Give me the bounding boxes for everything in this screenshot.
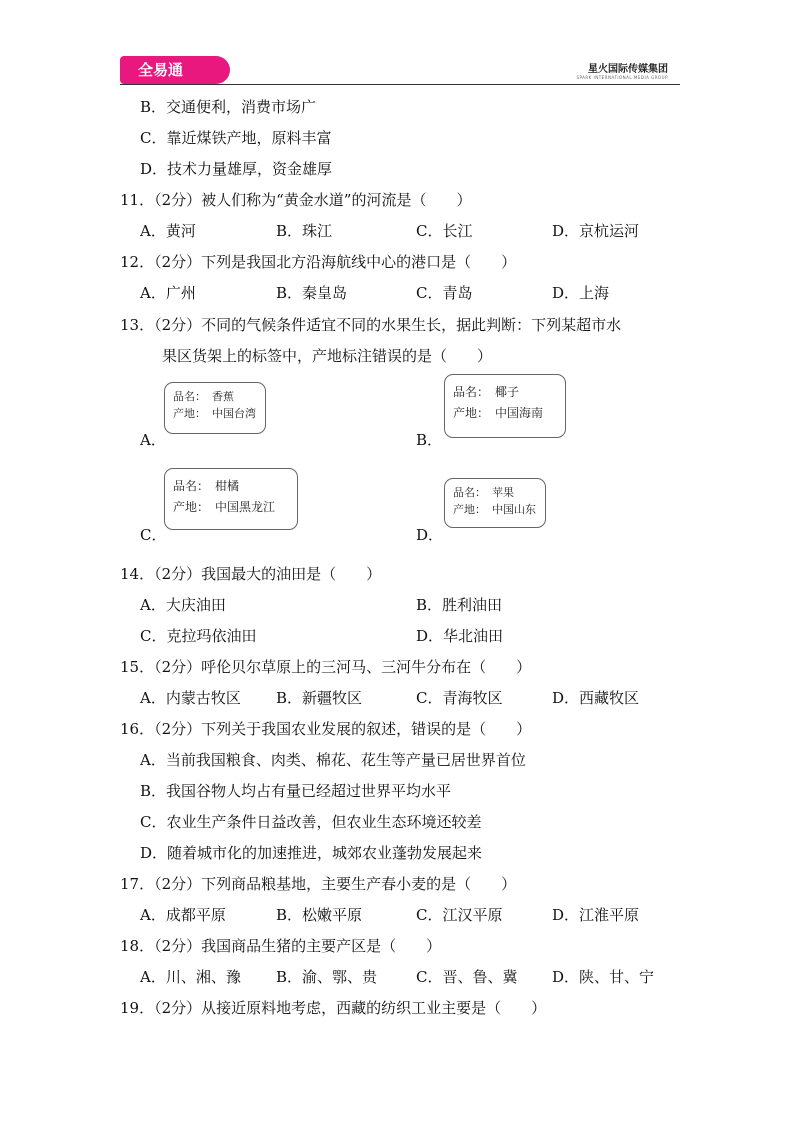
label-key: 品名： — [173, 390, 206, 403]
label-key: 品名： — [453, 385, 490, 399]
q17-option-a: A．成都平原 — [140, 906, 226, 924]
fruit-label-b — [444, 374, 566, 438]
q15-option-c: C．青海牧区 — [416, 689, 503, 707]
q14-option-a: A．大庆油田 — [140, 596, 226, 614]
header-rule — [120, 84, 680, 85]
q13-option-b: B． — [416, 431, 443, 449]
fruit-label-d — [444, 478, 546, 528]
q12-option-a: A．广州 — [140, 284, 196, 302]
q12-stem: 12．（2分）下列是我国北方沿海航线中心的港口是（ ） — [120, 253, 517, 271]
label-value: 柑橘 — [215, 479, 240, 493]
q16-option-d: D．随着城市化的加速推进，城郊农业蓬勃发展起来 — [140, 844, 483, 862]
brand-name: 星火国际传媒集团 — [588, 64, 668, 75]
q17-option-d: D．江淮平原 — [552, 906, 640, 924]
q19-stem: 19．（2分）从接近原料地考虑，西藏的纺织工业主要是（ ） — [120, 999, 547, 1017]
q11-option-a: A．黄河 — [140, 222, 196, 240]
label-value: 中国山东 — [492, 503, 536, 516]
q11-stem: 11．（2分）被人们称为“黄金水道”的河流是（ ） — [120, 191, 472, 209]
q14-stem: 14．（2分）我国最大的油田是（ ） — [120, 565, 382, 583]
q18-option-b: B．渝、鄂、贵 — [276, 968, 378, 986]
label-value: 中国台湾 — [212, 407, 256, 420]
q13-stem-continued: 果区货架上的标签中，产地标注错误的是（ ） — [162, 347, 493, 365]
q16-option-c: C．农业生产条件日益改善，但农业生态环境还较差 — [140, 813, 482, 831]
q13-option-c: C． — [140, 526, 167, 544]
q17-stem: 17．（2分）下列商品粮基地，主要生产春小麦的是（ ） — [120, 875, 517, 893]
q11-option-d: D．京杭运河 — [552, 222, 640, 240]
label-key: 品名： — [173, 479, 210, 493]
q13-stem: 13．（2分）不同的气候条件适宜不同的水果生长，据此判断：下列某超市水 — [120, 316, 622, 334]
q11-option-b: B．珠江 — [276, 222, 333, 240]
q10-option-b: B．交通便利，消费市场广 — [140, 98, 317, 116]
label-value: 中国黑龙江 — [215, 500, 276, 514]
q12-option-b: B．秦皇岛 — [276, 284, 348, 302]
q13-option-d: D． — [416, 526, 444, 544]
q13-option-a: A． — [140, 431, 166, 449]
q16-option-a: A．当前我国粮食、肉类、棉花、花生等产量已居世界首位 — [140, 751, 526, 769]
q15-stem: 15．（2分）呼伦贝尔草原上的三河马、三河牛分布在（ ） — [120, 658, 532, 676]
q17-option-b: B．松嫩平原 — [276, 906, 363, 924]
label-value: 苹果 — [492, 486, 514, 499]
q15-option-b: B．新疆牧区 — [276, 689, 363, 707]
label-value: 香蕉 — [212, 390, 234, 403]
brand — [576, 60, 668, 80]
q14-option-c: C．克拉玛依油田 — [140, 627, 257, 645]
q12-option-d: D．上海 — [552, 284, 610, 302]
label-key: 产地： — [173, 407, 206, 420]
q10-option-c: C．靠近煤铁产地，原料丰富 — [140, 129, 332, 147]
page-header — [0, 0, 800, 100]
q14-option-d: D．华北油田 — [416, 627, 504, 645]
q16-option-b: B．我国谷物人均占有量已经超过世界平均水平 — [140, 782, 452, 800]
q14-option-b: B．胜利油田 — [416, 596, 503, 614]
label-value: 中国海南 — [495, 406, 544, 420]
fruit-label-c — [164, 468, 298, 530]
q10-option-d: D．技术力量雄厚，资金雄厚 — [140, 160, 333, 178]
brand-tagline: SPARK INTERNATIONAL MEDIA GROUP — [576, 75, 668, 80]
q15-option-d: D．西藏牧区 — [552, 689, 640, 707]
q17-option-c: C．江汉平原 — [416, 906, 503, 924]
label-key: 产地： — [453, 406, 490, 420]
q12-option-c: C．青岛 — [416, 284, 473, 302]
label-key: 品名： — [453, 486, 486, 499]
logo: 全易通 — [120, 56, 230, 84]
fruit-label-a — [164, 382, 266, 434]
q11-option-c: C．长江 — [416, 222, 473, 240]
label-value: 椰子 — [495, 385, 520, 399]
label-key: 产地： — [173, 500, 210, 514]
q18-stem: 18．（2分）我国商品生猪的主要产区是（ ） — [120, 937, 442, 955]
q18-option-c: C．晋、鲁、冀 — [416, 968, 518, 986]
label-key: 产地： — [453, 503, 486, 516]
q16-stem: 16．（2分）下列关于我国农业发展的叙述，错误的是（ ） — [120, 720, 532, 738]
q18-option-a: A．川、湘、豫 — [140, 968, 241, 986]
q18-option-d: D．陕、甘、宁 — [552, 968, 655, 986]
q15-option-a: A．内蒙古牧区 — [140, 689, 241, 707]
